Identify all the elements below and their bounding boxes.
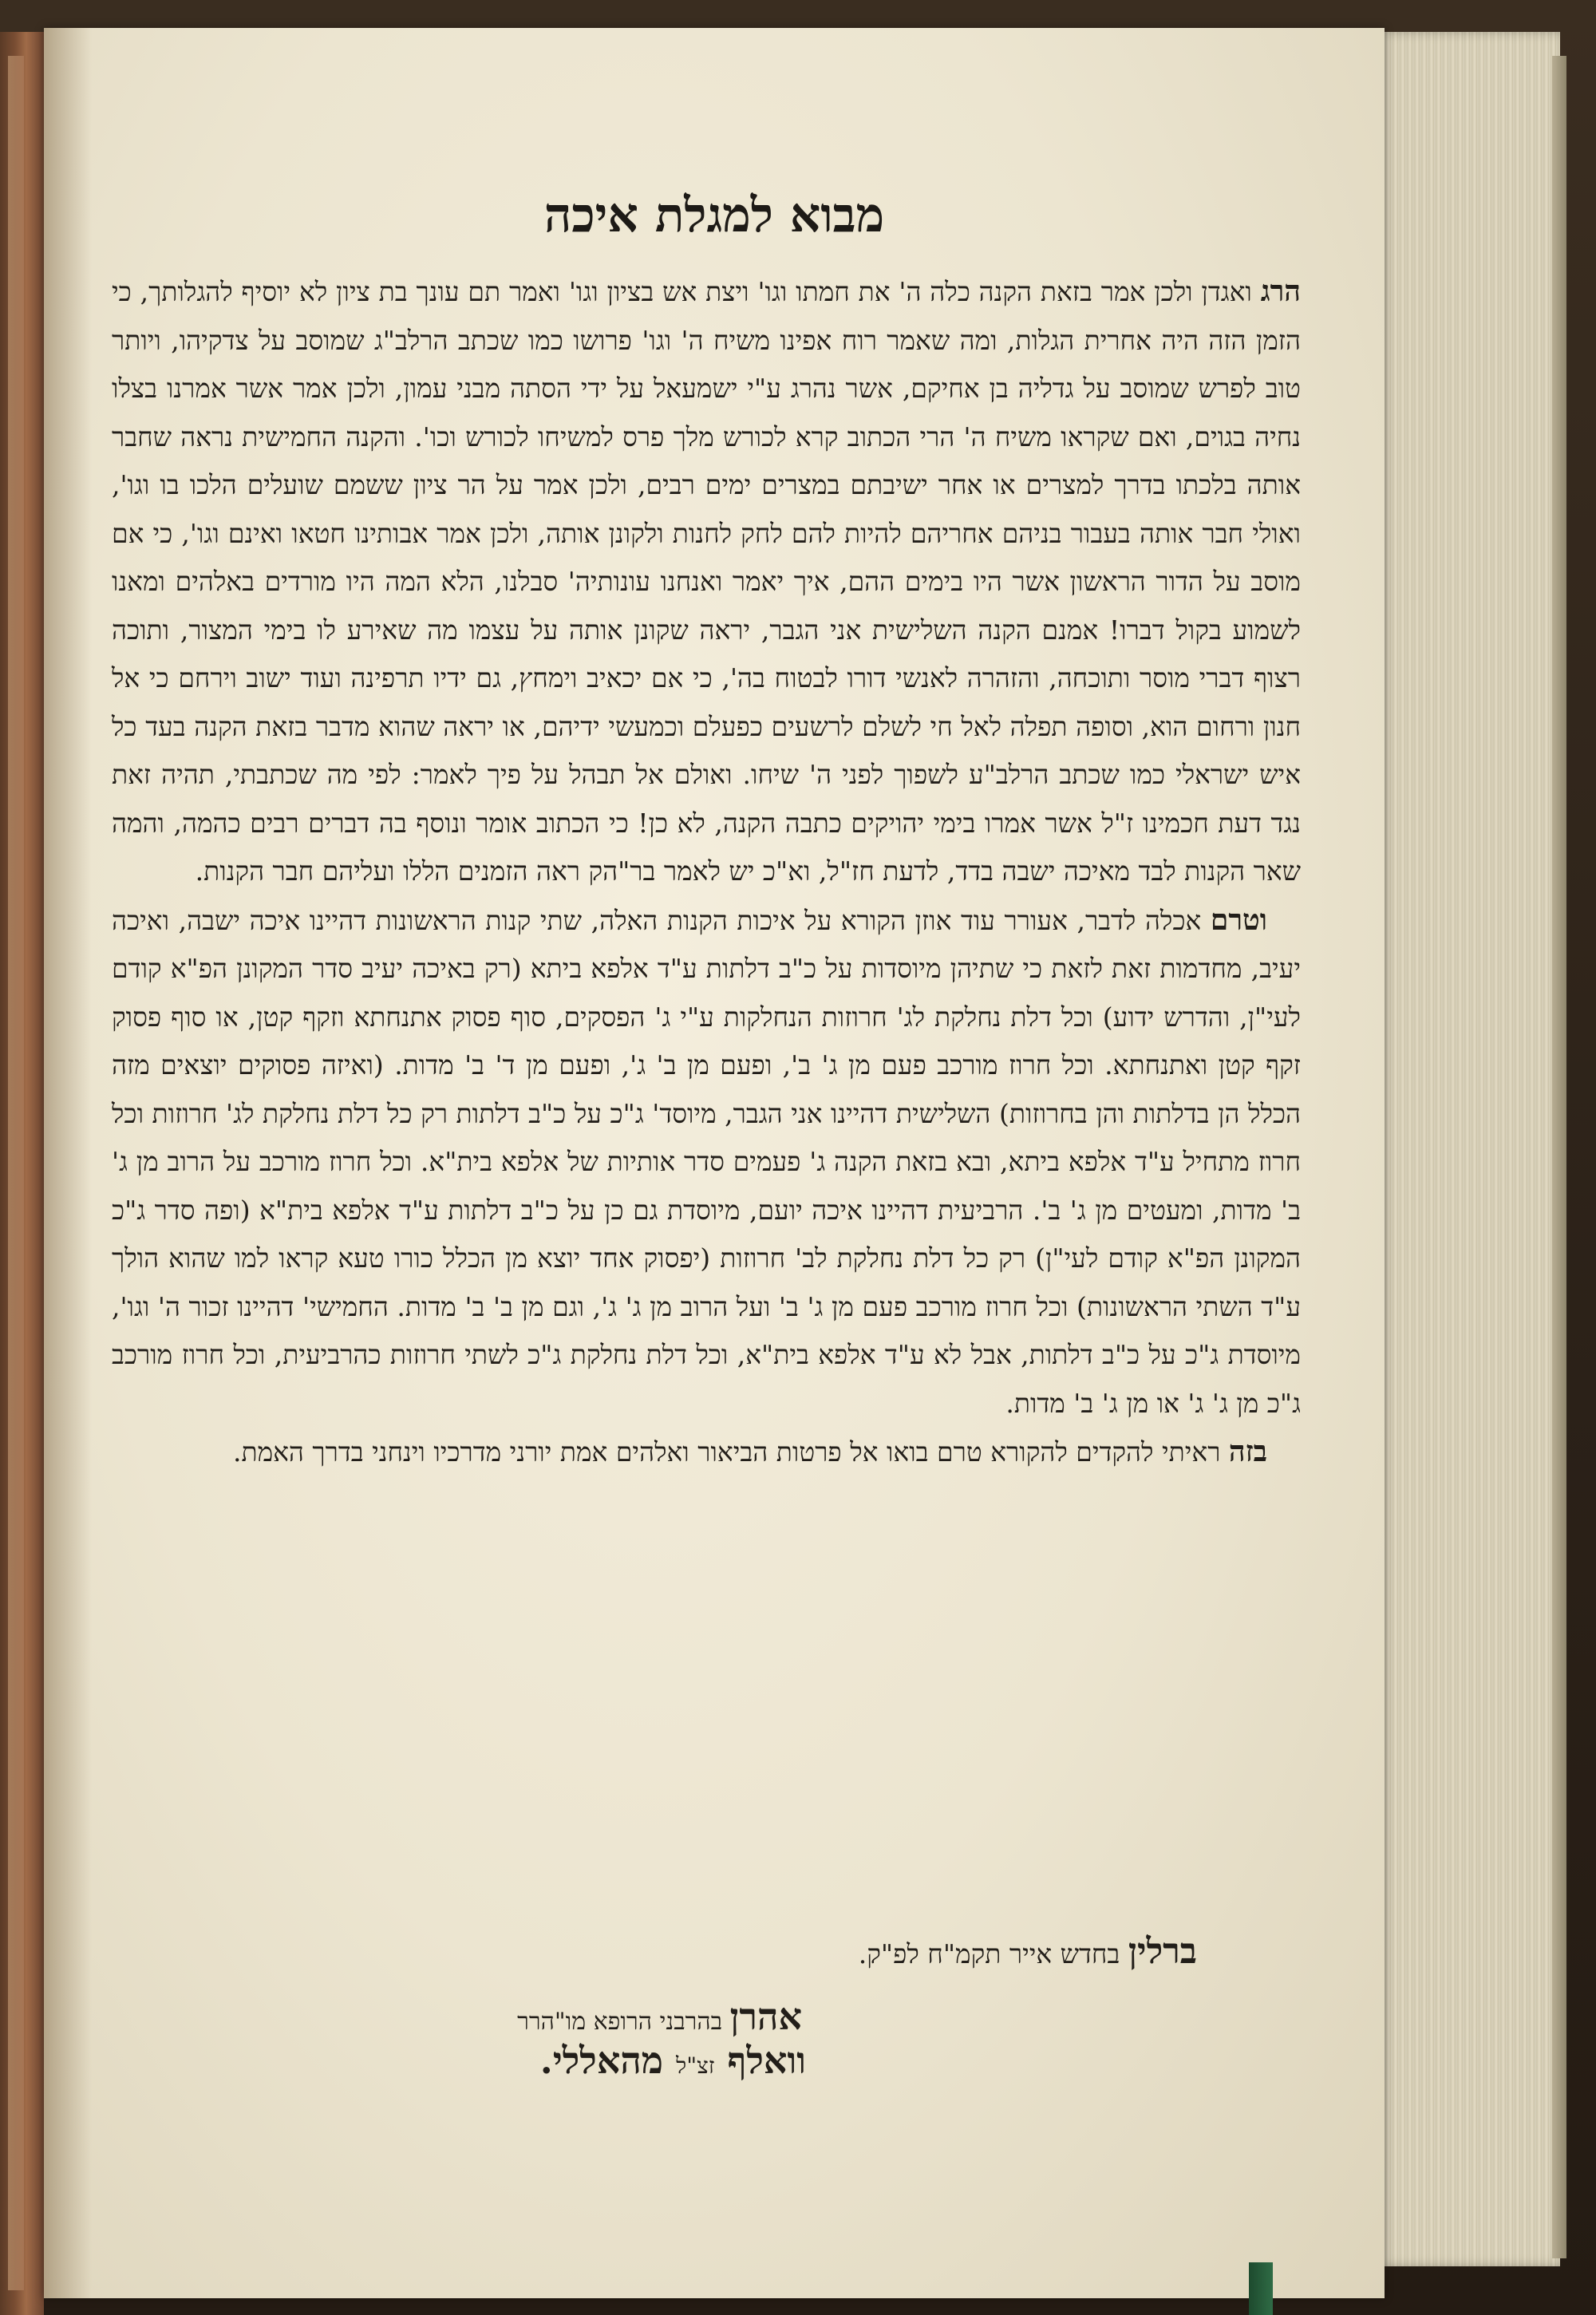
paragraph-2-lead-word: וטרם: [1210, 903, 1267, 937]
paragraph-1-text: ואגדן ולכן אמר בזאת הקנה כלה ה' את חמתו וגו' ויצת אש בציון וגו' ואמר תם עונך בת ציון לא יוסיף להגלותך, כי הזמן הזה היה אחרית הגלות, ומה שאמר רוח אפינו משיח ה' וגו' פרושו כמו שכתב הרלב"ג שמוסב על צדקיהו, ויותר טוב לפרש שמוסב על גדליה בן אחיקם, אשר נהרג ע"י ישמעאל על ידי הסתה מבני עמון, ולכן אמר אשר אמרנו בצלו נחיה בגוים, ואם שקראו משיח ה' הרי הכתוב קרא לכורש מלך פרס למשיחו לכורש וכו'. והקנה החמישית נראה שחבר אותה בלכתו בדרך למצרים או אחר ישיבתם במצרים ימים רבים, ולכן אמר על הר ציון ששמם שועלים הלכו בו וגו', ואולי חבר אותה בעבור בניהם אחריהם להיות להם לחק לחנות ולקונן אותה, ולכן אמר אבותינו חטאו ואינם וגו', כי אם מוסב על הדור הראשון אשר היו בימים ההם, איך יאמר ואנחנו עונותיה' סבלנו, הלא המה היו מורדים באלהים ומאנו לשמוע בקול דברו! אמנם הקנה השלישית אני הגבר, יראה שקונן אותה על עצמו מה שאירע לו בימי המצור, ותוכה רצוף דברי מוסר ותוכחה, והזהרה לאנשי דורו לבטוח בה', כי אם יכאיב וימחץ, גם ידיו תרפינה ועוד ישוב וירחם כי אל חנון ורחום הוא, וסופה תפלה לאל חי לשלם לרשעים כפעלם וכמעשי ידיהם, או יראה שהוא מדבר בזאת הקנה בעד כל איש ישראלי כמו שכתב הרלב"ע לשפוך לפני ה' שיחו. ואולם אל תבהל על פיך לאמר: לפי מה שכתבתי, תהיה זאת נגד דעת חכמינו ז"ל אשר אמרו בימי יהויקים כתבה הקנה, לא כן! כי הכתוב אומר ונוסף בה דברים רבים כהמה, והמה שאר הקנות לבד מאיכה ישבה בדד, לדעת חז"ל, וא"כ יש לאמר בר"הק ראה הזמנים הללו ועליהם חבר הקנות.: [112, 276, 1301, 887]
page-stack-outer-edge: [1552, 56, 1566, 2258]
signature-family-name: מהאללי.: [539, 2039, 664, 2082]
page-stack-edges: [1377, 32, 1560, 2266]
signature-first-name: אהרן: [729, 1995, 802, 2038]
signature-second-line: [540, 2039, 806, 2082]
dateline-city: ברלין: [1128, 1931, 1197, 1972]
paragraph-2: [112, 896, 1301, 1428]
paragraph-3-text: ראיתי להקדים להקורא טרם בואו אל פרטות הביאור ואלהים אמת יורני מדרכיו וינחני בדרך האמת.: [232, 1436, 1221, 1468]
book-binding: [0, 32, 44, 2315]
page-gutter-shadow: [44, 28, 92, 2298]
signature-first-line: [517, 1995, 802, 2038]
signature-honorific: זצ"ל: [676, 2052, 715, 2079]
bookmark-ribbon: [1249, 2262, 1273, 2315]
paragraph-1: [112, 267, 1301, 896]
book-page: [44, 28, 1385, 2298]
signature-father-name: וואלף: [727, 2039, 806, 2082]
paragraph-2-text: אכלה לדבר, אעורר עוד אוזן הקורא על איכות הקנות האלה, שתי קנות הראשונות דהיינו איכה ישבה, ואיכה יעיב, מחדמות זאת לזאת כי שתיהן מיוסדות על כ"ב דלתות ע"ד אלפא ביתא (רק באיכה יעיב סדר המקונן הפ"א קודם לעי"ן, והדרש ידוע) וכל דלת נחלקת לג' חרוזות הנחלקות ע"י ג' הפסקים, סוף פסוק אתנחתא וזקף קטן, או סוף פסוק זקף קטן ואתנחתא. וכל חרוז מורכב פעם מן ג' ב', ופעם מן ב' ג', ופעם מן ד' ב' מדות. (ואיזה פסוקים יוצאים מזה הכלל הן בדלתות והן בחרוזות) השלישית דהיינו אני הגבר, מיוסד' ג"כ על כ"ב דלתות רק כל דלת נחלקת לג' חרוזות וכל חרוז מתחיל ע"ד אלפא ביתא, ובא בזאת הקנה ג' פעמים סדר אותיות של אלפא בית"א. וכל חרוז מורכב על הרוב מן ג' ב' מדות, ומעטים מן ג' ב'. הרביעית דהיינו איכה יועם, מיוסדת גם כן על כ"ב דלתות ע"ד אלפא בית"א (ופה סדר ג"כ המקונן הפ"א קודם לעי"ן) רק כל דלת נחלקת לב' חרוזות (יפסוק אחד יוצא מן הכלל כורו טעא קראו למו שהוא הולך ע"ד השתי הראשונות) וכל חרוז מורכב פעם מן ג' ב' ועל הרוב מן ג' ג', וגם מן ב' ב' מדות. החמישי' דהיינו זכור ה' וגו', מיוסדת ג"כ על כ"ב דלתות, אבל לא ע"ד אלפא בית"א, וכל דלת נחלקת ג"כ לשתי חרוזות כהרביעית, וכל חרוז מורכב ג"כ מן ג' ג' או מן ג' ב' מדות.: [112, 904, 1301, 1419]
dateline: [859, 1931, 1197, 1972]
main-text-body: [112, 267, 1301, 1477]
paragraph-1-lead-word: הרג: [1260, 275, 1301, 308]
paragraph-3: [112, 1428, 1301, 1477]
signature-title-text: בהרבני הרופא מו"הרר: [517, 2008, 723, 2036]
dateline-date: בחדש אייר תקמ"ח לפ"ק.: [858, 1938, 1120, 1969]
paragraph-3-lead-word: בזה: [1228, 1435, 1267, 1468]
binding-highlight: [8, 56, 24, 2290]
page-title: מבוא למגלת איכה: [543, 188, 885, 243]
